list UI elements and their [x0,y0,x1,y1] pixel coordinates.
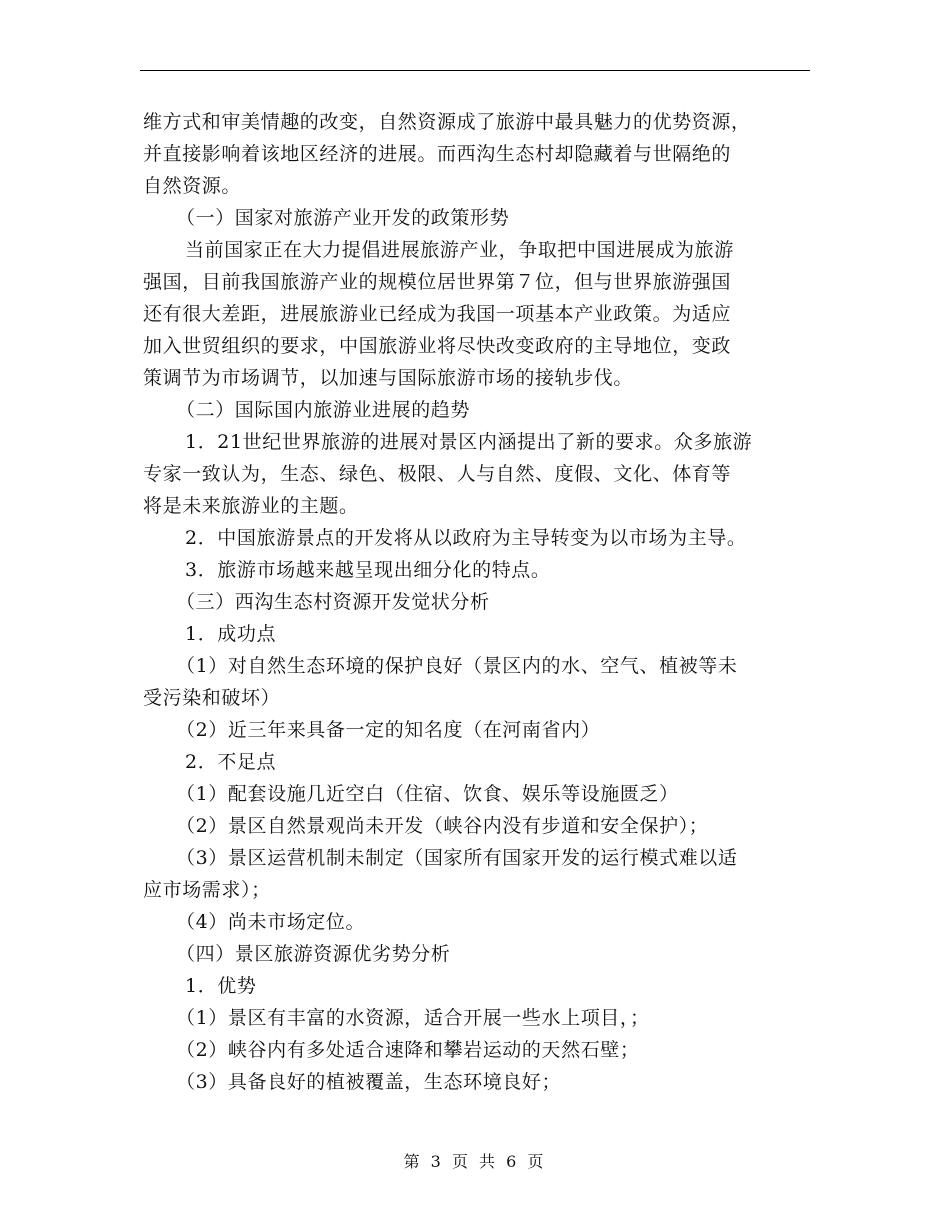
body-line: （2）近三年来具备一定的知名度（在河南省内） [176,719,601,741]
body-line: （3）景区运营机制未制定（国家所有国家开发的运行模式难以适 [176,847,738,869]
body-line: 专家一致认为，生态、绿色、极限、人与自然、度假、文化、体育等 [143,463,732,485]
page-footer: 第 3 页 共 6 页 [403,1152,547,1171]
body-line: （3）具备良好的植被覆盖，生态环境良好； [176,1071,562,1093]
body-line: 当前国家正在大力提倡进展旅游产业，争取把中国进展成为旅游 [185,239,734,261]
body-line: 还有很大差距，进展旅游业已经成为我国一项基本产业政策。为适应 [143,303,732,325]
body-line: 2．中国旅游景点的开发将从以政府为主导转变为以市场为主导。 [185,527,747,549]
body-line: 强国，目前我国旅游产业的规模位居世界第７位，但与世界旅游强国 [143,271,732,293]
body-line: 应市场需求）； [143,879,271,901]
body-line: 受污染和破坏） [143,687,281,709]
body-line: 加入世贸组织的要求，中国旅游业将尽快改变政府的主导地位，变政 [143,335,732,357]
body-line: 3．旅游市场越来越呈现出细分化的特点。 [185,559,551,581]
section-heading: （一）国家对旅游产业开发的政策形势 [176,207,510,229]
body-line: （1）配套设施几近空白（住宿、饮食、娱乐等设施匮乏） [176,783,679,805]
body-line: 自然资源。 [143,175,242,197]
section-heading: （二）国际国内旅游业进展的趋势 [176,399,471,421]
section-heading: （四）景区旅游资源优劣势分析 [176,943,451,965]
subsection-heading: 1．成功点 [185,623,277,645]
subsection-heading: 2．不足点 [185,751,277,773]
body-line: （2）峡谷内有多处适合速降和攀岩运动的天然石壁； [176,1039,640,1061]
body-line: 将是未来旅游业的主题。 [143,495,359,517]
body-line: （1）景区有丰富的水资源，适合开展一些水上项目，； [176,1007,650,1029]
body-line: （1）对自然生态环境的保护良好（景区内的水、空气、植被等未 [176,655,738,677]
body-line: 维方式和审美情趣的改变，自然资源成了旅游中最具魅力的优势资源， [143,111,751,133]
body-line: 1．21世纪世界旅游的进展对景区内涵提出了新的要求。众多旅游 [185,431,753,453]
body-line: （2）景区自然景观尚未开发（峡谷内没有步道和安全保护）； [176,815,709,837]
body-line: 并直接影响着该地区经济的进展。而西沟生态村却隐藏着与世隔绝的 [143,143,732,165]
subsection-heading: 1．优势 [185,975,257,997]
body-line: （4）尚未市场定位。 [176,911,366,933]
section-heading: （三）西沟生态村资源开发觉状分析 [176,591,490,613]
body-line: 策调节为市场调节，以加速与国际旅游市场的接轨步伐。 [143,367,634,389]
